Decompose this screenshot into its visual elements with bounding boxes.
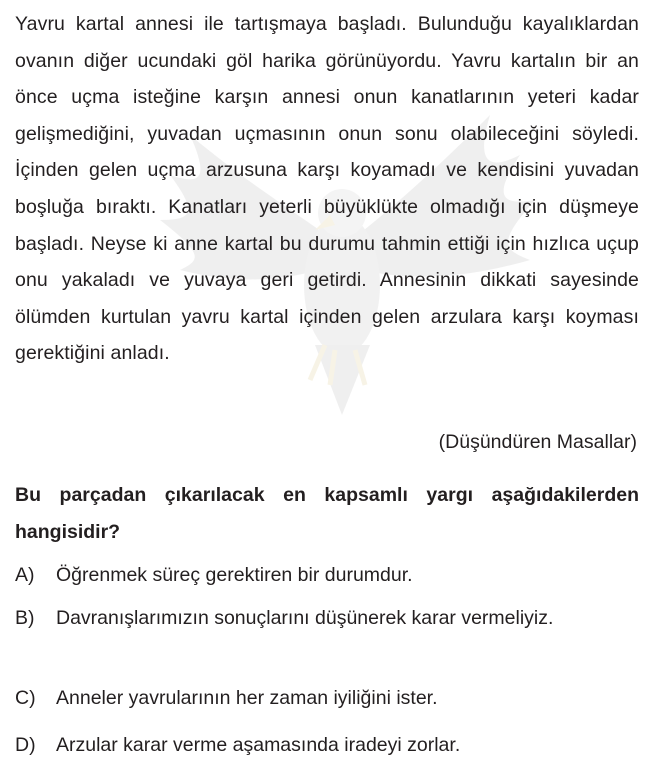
option-d-letter: D) bbox=[15, 734, 36, 756]
passage-text: Yavru kartal annesi ile tartışmaya başladı. Bulunduğu kayalıklardan ovanın diğer ucundaki göl harika görünüyordu. Yavru kartalın bir an önce uçma isteğine karşın annesi onun kanatlarının yeteri kadar gelişmediğini, yuvadan uçmasının onun sonu olabileceğini söyledi. İçinden gelen uçma arzusuna karşı koyamadı ve kendisini yuvadan boşluğa bıraktı. Kanatları yeterli büyüklükte olmadığı için düşmeye başladı. Neyse ki anne kartal bu durumu tahmin ettiği için hızlıca uçup onu yakaladı ve yuvaya geri getirdi. Annesinin dikkati sayesinde ölümden kurtulan yavru kartal içinden gelen arzulara karşı koyması gerektiğini anladı. bbox=[15, 13, 639, 365]
question-stem: Bu parçadan çıkarılacak en kapsamlı yargı aşağıdakilerden hangisidir? bbox=[15, 484, 639, 543]
option-a[interactable] bbox=[15, 557, 643, 594]
option-b-letter: B) bbox=[15, 607, 35, 629]
option-c-text: Anneler yavrularının her zaman iyiliğini ister. bbox=[56, 687, 438, 709]
option-b[interactable] bbox=[15, 600, 643, 637]
option-d-text: Arzular karar verme aşamasında iradeyi zorlar. bbox=[56, 734, 461, 756]
option-c[interactable] bbox=[15, 680, 643, 717]
option-c-letter: C) bbox=[15, 687, 36, 709]
option-a-letter: A) bbox=[15, 564, 35, 586]
option-a-text: Öğrenmek süreç gerektiren bir durumdur. bbox=[56, 564, 413, 586]
option-d[interactable] bbox=[15, 727, 643, 764]
passage-source: (Düşündüren Masallar) bbox=[438, 431, 637, 453]
option-b-text: Davranışlarımızın sonuçlarını düşünerek karar vermeliyiz. bbox=[56, 607, 554, 629]
